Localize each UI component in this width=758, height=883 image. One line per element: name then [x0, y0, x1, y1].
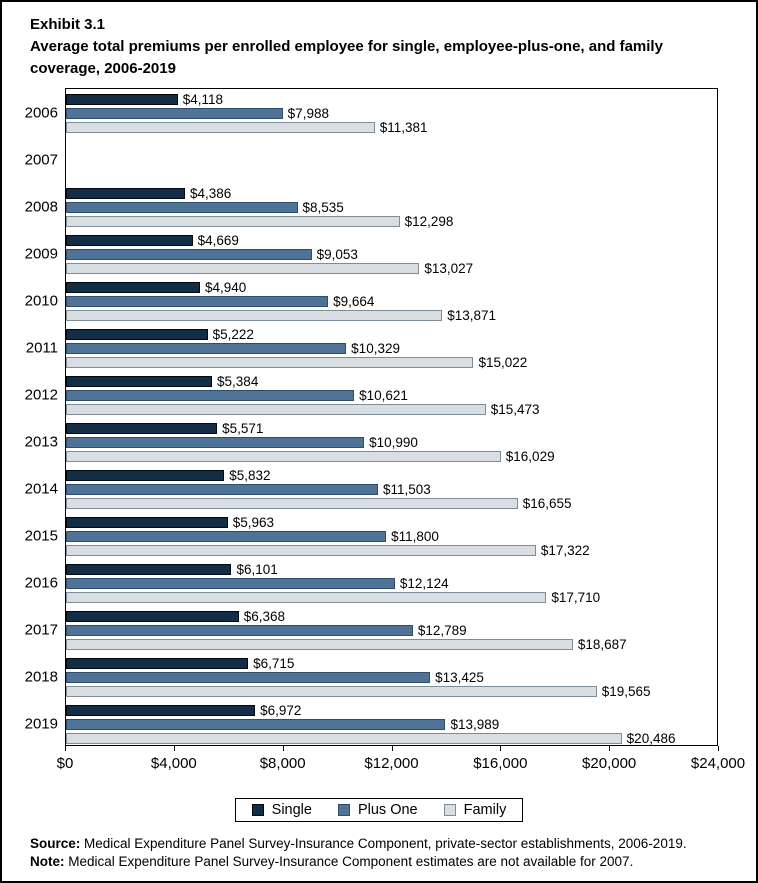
bar-line: [66, 655, 717, 671]
year-label: 2006: [24, 104, 58, 121]
year-row-2007: [24, 136, 717, 183]
bar-value-label: $9,664: [333, 293, 375, 309]
bar-single-2012: [66, 376, 212, 387]
x-tick-mark: [718, 746, 719, 751]
x-tick-label: $4,000: [150, 755, 197, 772]
x-tick-label: $20,000: [582, 755, 637, 772]
year-label: 2018: [24, 668, 58, 685]
x-tick-mark: [609, 746, 610, 751]
year-row-2006: [24, 89, 717, 136]
bar-line: [66, 199, 717, 215]
bar-value-label: $6,101: [236, 561, 278, 577]
year-label: 2010: [24, 292, 58, 309]
bar-line: [66, 401, 717, 417]
bar-value-label: $4,118: [182, 91, 223, 107]
bar-family-2012: [66, 404, 486, 415]
year-row-2009: [24, 230, 717, 277]
bar-value-label: $12,298: [404, 213, 454, 229]
legend-wrap: [2, 798, 756, 822]
year-label: 2012: [24, 386, 58, 403]
bar-value-label: $10,621: [359, 387, 408, 403]
legend: [235, 798, 524, 822]
bar-plus-one-2016: [66, 578, 395, 589]
bar-single-2015: [66, 517, 228, 528]
bar-family-2014: [66, 498, 518, 509]
bar-line: [66, 669, 717, 685]
year-row-2008: [24, 183, 717, 230]
bar-line: [66, 467, 717, 483]
bar-value-label: $4,940: [204, 279, 247, 295]
bar-line: [66, 169, 717, 180]
legend-label: Family: [463, 802, 507, 818]
bar-plus-one-2015: [66, 531, 386, 542]
year-label: 2013: [24, 433, 58, 450]
bar-line: [66, 514, 717, 530]
bar-single-2013: [66, 423, 217, 434]
bar-family-2010: [66, 310, 442, 321]
legend-item-plus-one: [338, 803, 418, 817]
bar-value-label: $17,710: [551, 589, 601, 605]
source-label: Source:: [30, 836, 81, 851]
bar-value-label: $18,687: [577, 636, 627, 652]
year-label: 2017: [24, 621, 58, 638]
bar-value-label: $13,027: [424, 260, 474, 276]
bar-value-label: $17,322: [540, 542, 590, 558]
chart-title: Average total premiums per enrolled employee for single, employee-plus-one, and family coverage, 2006-2019: [30, 38, 663, 77]
bar-single-2006: [66, 94, 178, 105]
bar-value-label: $10,990: [369, 434, 418, 450]
bar-single-2010: [66, 282, 200, 293]
year-label: 2009: [24, 245, 58, 262]
bar-line: [66, 495, 717, 511]
bar-line: [66, 481, 717, 497]
bar-value-label: $13,425: [435, 669, 484, 685]
bar-single-2016: [66, 564, 231, 575]
year-label: 2011: [25, 339, 58, 356]
bar-line: [66, 575, 717, 591]
x-tick-label: $16,000: [473, 755, 528, 772]
x-tick-label: $0: [56, 755, 74, 772]
bar-value-label: $12,124: [399, 575, 449, 591]
source-text: Medical Expenditure Panel Survey-Insurance Component, private-sector establishments, 2006-2019.: [80, 836, 687, 851]
x-tick-mark: [65, 746, 66, 751]
year-row-2015: [24, 512, 717, 559]
x-tick-mark: [500, 746, 501, 751]
bar-line: [66, 354, 717, 370]
bar-family-2018: [66, 686, 597, 697]
note-text: Medical Expenditure Panel Survey-Insurance Component estimates are not available for 2007.: [64, 853, 634, 869]
year-row-2016: [24, 559, 717, 606]
bar-plus-one-2006: [66, 108, 283, 119]
bar-value-label: $8,535: [302, 199, 344, 215]
legend-swatch: [252, 804, 264, 816]
bar-value-label: $19,565: [601, 683, 651, 699]
bar-single-2009: [66, 235, 193, 246]
bar-family-2006: [66, 122, 375, 133]
x-tick-mark: [392, 746, 393, 751]
bar-family-2016: [66, 592, 546, 603]
bar-single-2014: [66, 470, 224, 481]
x-tick-mark: [174, 746, 175, 751]
bar-line: [66, 683, 717, 699]
bar-plus-one-2017: [66, 625, 413, 636]
bar-value-label: $4,386: [189, 185, 232, 201]
year-label: 2016: [24, 574, 58, 591]
bar-value-label: $13,989: [450, 716, 500, 732]
bar-value-label: $6,368: [243, 608, 286, 624]
bar-plus-one-2014: [66, 484, 378, 495]
bar-line: [66, 260, 717, 276]
source-line: [30, 835, 738, 853]
bar-line: [66, 636, 717, 652]
bar-line: [66, 702, 717, 718]
year-label: 2015: [24, 527, 58, 544]
x-axis: [56, 746, 746, 786]
bar-value-label: $16,029: [505, 448, 555, 464]
legend-swatch: [444, 804, 456, 816]
year-row-2014: [24, 465, 717, 512]
bar-family-2011: [66, 357, 473, 368]
bar-value-label: $6,715: [253, 655, 295, 671]
bar-line: [66, 326, 717, 342]
bar-line: [66, 119, 717, 135]
legend-label: Plus One: [357, 802, 418, 818]
title-block: [30, 14, 728, 80]
year-label: 2019: [24, 715, 58, 732]
bar-line: [66, 716, 717, 732]
note-label: Note:: [30, 853, 65, 869]
bar-value-label: $11,503: [383, 481, 431, 497]
x-tick-label: $8,000: [259, 755, 306, 772]
bar-plus-one-2013: [66, 437, 364, 448]
bar-line: [66, 232, 717, 248]
bar-value-label: $5,571: [222, 420, 264, 436]
year-row-2010: [24, 277, 717, 324]
year-row-2013: [24, 418, 717, 465]
bar-line: [66, 155, 717, 166]
bar-line: [66, 185, 717, 201]
bar-line: [66, 561, 717, 577]
bar-plus-one-2008: [66, 202, 298, 213]
legend-item-family: [444, 803, 507, 817]
bar-value-label: $5,384: [217, 373, 259, 389]
bar-line: [66, 622, 717, 638]
bar-value-label: $13,871: [447, 307, 497, 323]
bar-value-label: $6,972: [260, 702, 302, 718]
bar-value-label: $10,329: [351, 340, 400, 356]
legend-swatch: [338, 804, 350, 816]
bar-line: [66, 293, 717, 309]
bar-plus-one-2019: [66, 719, 445, 730]
bar-value-label: $15,473: [490, 401, 540, 417]
bar-value-label: $15,022: [478, 354, 528, 370]
bar-value-label: $9,053: [316, 246, 358, 262]
bar-line: [66, 589, 717, 605]
bar-plus-one-2012: [66, 390, 354, 401]
bar-single-2011: [66, 329, 208, 340]
legend-item-single: [252, 803, 312, 817]
note-line: [30, 853, 738, 871]
x-tick-mark: [283, 746, 284, 751]
bar-value-label: $20,486: [626, 730, 676, 746]
bar-single-2018: [66, 658, 248, 669]
bar-family-2009: [66, 263, 419, 274]
bar-plus-one-2010: [66, 296, 328, 307]
bar-value-label: $5,222: [212, 326, 254, 342]
bar-plus-one-2011: [66, 343, 346, 354]
bar-line: [66, 213, 717, 229]
year-row-2017: [24, 606, 717, 653]
bar-line: [66, 387, 717, 403]
bar-line: [66, 420, 717, 436]
bar-line: [66, 340, 717, 356]
bar-family-2013: [66, 451, 501, 462]
bar-plus-one-2009: [66, 249, 312, 260]
bar-single-2017: [66, 611, 239, 622]
bar-value-label: $16,655: [522, 495, 572, 511]
bar-line: [66, 528, 717, 544]
bar-family-2019: [66, 733, 622, 744]
exhibit-number: Exhibit 3.1: [30, 16, 106, 33]
bar-line: [66, 246, 717, 262]
bar-line: [66, 542, 717, 558]
bar-family-2008: [66, 216, 400, 227]
year-row-2019: [24, 700, 717, 747]
bar-line: [66, 279, 717, 295]
bar-value-label: $7,988: [287, 105, 329, 121]
year-row-2018: [24, 653, 717, 700]
bar-line: [66, 307, 717, 323]
bar-line: [66, 141, 717, 152]
bar-value-label: $5,832: [229, 467, 271, 483]
bar-value-label: $12,789: [417, 622, 467, 638]
x-tick-label: $12,000: [364, 755, 419, 772]
bar-value-label: $11,800: [391, 528, 439, 544]
year-label: 2007: [24, 151, 58, 168]
bar-line: [66, 608, 717, 624]
year-label: 2014: [24, 480, 58, 497]
bar-value-label: $5,963: [232, 514, 275, 530]
bar-family-2015: [66, 545, 536, 556]
bar-plus-one-2018: [66, 672, 430, 683]
year-row-2012: [24, 371, 717, 418]
bar-family-2017: [66, 639, 573, 650]
bar-single-2008: [66, 188, 185, 199]
footer-notes: [30, 835, 738, 870]
bar-line: [66, 105, 717, 121]
bar-line: [66, 448, 717, 464]
bar-value-label: $11,381: [379, 119, 428, 135]
year-row-2011: [25, 324, 717, 371]
legend-label: Single: [271, 802, 312, 818]
bar-value-label: $4,669: [197, 232, 239, 248]
bar-line: [66, 91, 717, 107]
bar-chart: [24, 88, 746, 786]
bar-line: [66, 730, 717, 746]
year-label: 2008: [24, 198, 58, 215]
bar-line: [66, 373, 717, 389]
bar-single-2019: [66, 705, 255, 716]
bar-line: [66, 434, 717, 450]
plot-area: [24, 88, 718, 746]
x-tick-label: $24,000: [690, 755, 746, 772]
